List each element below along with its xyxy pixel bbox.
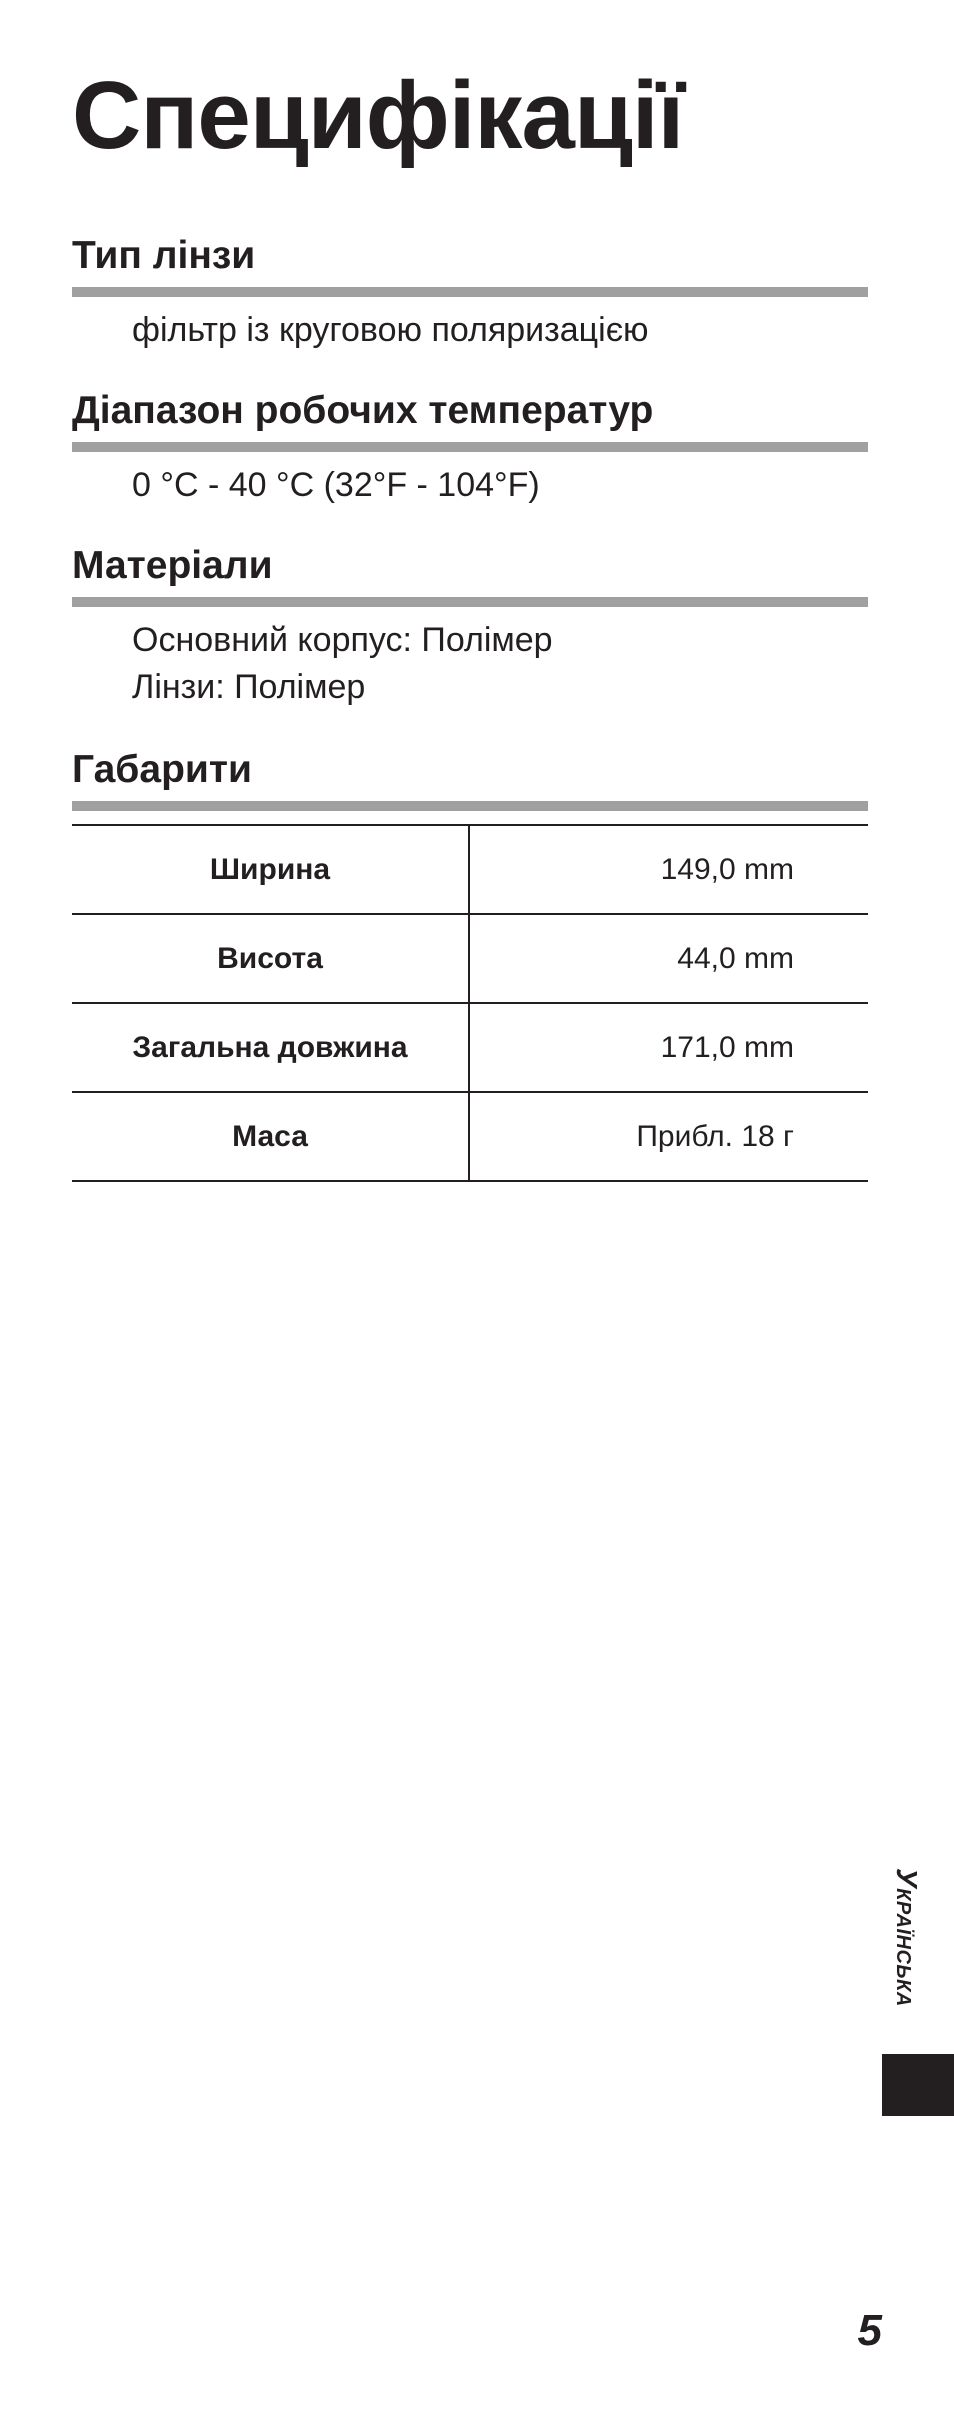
section-heading-operating-temperature: Діапазон робочих температур (72, 391, 868, 452)
section-body-operating-temperature (72, 462, 868, 509)
dimension-value: 44,0 mm (469, 914, 868, 1003)
table-row (72, 914, 868, 1003)
dimension-label: Загальна довжина (72, 1003, 469, 1092)
dimension-label: Висота (72, 914, 469, 1003)
lens-type-value: фільтр із круговою поляризацією (132, 311, 649, 349)
dimension-value: Прибл. 18 г (469, 1092, 868, 1181)
section-operating-temperature (72, 391, 868, 509)
section-body-materials (72, 617, 868, 711)
page-title: Специфікації (72, 62, 684, 169)
table-row (72, 825, 868, 914)
dimension-label: Маса (72, 1092, 469, 1181)
section-heading-lens-type: Тип лінзи (72, 236, 868, 297)
section-lens-type (72, 236, 868, 354)
dimension-value: 171,0 mm (469, 1003, 868, 1092)
section-heading-dimensions: Габарити (72, 750, 868, 811)
section-heading-materials: Матеріали (72, 546, 868, 607)
page-number: 5 (857, 2306, 882, 2355)
dimension-value: 149,0 mm (469, 825, 868, 914)
operating-temperature-value: 0 °C - 40 °C (32°F - 104°F) (132, 466, 540, 504)
section-body-lens-type (72, 307, 868, 354)
materials-line-lenses: Лінзи: Полімер (132, 668, 366, 706)
language-tab-label: Українська (890, 1868, 922, 2007)
table-row (72, 1003, 868, 1092)
language-tab-marker (882, 2054, 954, 2116)
materials-line-body: Основний корпус: Полімер (132, 621, 553, 659)
dimensions-table (72, 824, 868, 1182)
table-row (72, 1092, 868, 1181)
section-materials (72, 546, 868, 711)
dimension-label: Ширина (72, 825, 469, 914)
section-dimensions (72, 750, 868, 811)
